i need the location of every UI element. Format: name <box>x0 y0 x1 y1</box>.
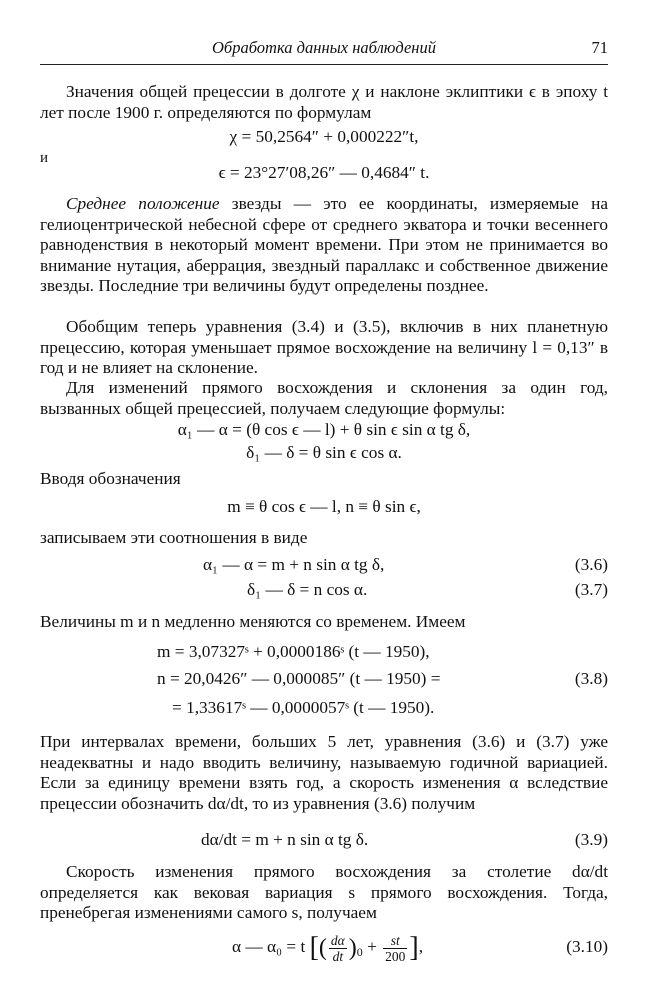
term-mean-position: Среднее положение <box>66 194 220 213</box>
equation-delta1: δ₁ — δ = θ sin ϵ cos α. <box>246 443 402 462</box>
equation-3-10: α — α₀ = t [( $\frac{d\alpha}{dt}$ )$_0$ + $\frac{st}{200}$ ], <box>232 932 424 964</box>
equation-epsilon: ϵ = 23°27′08,26″ — 0,4684″ t. <box>218 163 430 182</box>
paragraph-planetary-precession: Обобщим теперь уравнения (3.4) и (3.5), включив в них планетную прецессию, которая уменьшает прямое восхождение на величину l = 0,13″ в год и не влияет на склонение. <box>40 317 608 377</box>
equation-number-3-8: (3.8) <box>574 669 608 688</box>
running-header <box>40 38 608 65</box>
equation-3-7: δ₁ — δ = n cos α. <box>247 580 368 599</box>
equation-notation: m ≡ θ cos ϵ — l, n ≡ θ sin ϵ, <box>227 497 421 516</box>
equation-chi: χ = 50,2564″ + 0,000222″t, <box>229 127 419 146</box>
equation-3-8-n: n = 20,0426″ — 0,000085″ (t — 1950) = <box>157 669 441 688</box>
fraction-numerator: st <box>383 933 407 949</box>
text-introducing-notation: Вводя обозначения <box>40 469 181 488</box>
paragraph-m-n-slow: Величины m и n медленно меняются со временем. Имеем <box>40 612 466 631</box>
right-paren: ) <box>348 935 357 961</box>
left-paren: ( <box>318 935 327 961</box>
equation-alpha1: α₁ — α = (θ cos ϵ — l) + θ sin ϵ sin α tg δ, <box>177 420 471 439</box>
left-bracket: [ <box>309 932 319 963</box>
text-rewrite-form: записываем эти соотношения в виде <box>40 528 308 547</box>
paragraph-annual-change: Для изменений прямого восхождения и склонения за один год, вызванных общей прецессией, получаем следующие формулы: <box>40 378 608 418</box>
equation-3-10-lhs: α — α₀ = t <box>232 937 306 956</box>
fraction-denominator: dt <box>332 948 344 964</box>
equation-number-3-10: (3.10) <box>566 937 608 956</box>
equation-number-3-9: (3.9) <box>574 830 608 849</box>
conjunction-and: и <box>40 150 49 166</box>
page-number: 71 <box>591 38 608 57</box>
paragraph-mean-position <box>40 194 608 297</box>
mean-position-text: звезды — это ее координаты, измеряемые на гелиоцентрической небесной сфере от среднего экватора и точки весеннего равноденствия в некоторый момент времени. При этом не принимается во внимание нутация, аберрация, звездный параллакс и собственное движение звезды. Последние три величины будут определены позднее. <box>40 194 609 295</box>
equation-3-6: α₁ — α = m + n sin α tg δ, <box>203 555 385 574</box>
fraction-denominator: 200 <box>385 948 406 964</box>
equation-number-3-6: (3.6) <box>574 555 608 574</box>
plus-sign: + <box>367 937 377 956</box>
fraction-dalpha-dt <box>329 933 347 964</box>
header-title: Обработка данных наблюдений <box>212 38 436 57</box>
paragraph-precession-intro: Значения общей прецессии в долготе χ и наклоне эклиптики ϵ в эпоху t лет после 1900 г. определяются по формулам <box>40 82 608 122</box>
fraction-numerator: dα <box>330 932 345 948</box>
equation-number-3-7: (3.7) <box>574 580 608 599</box>
equation-3-9: dα/dt = m + n sin α tg δ. <box>201 830 369 849</box>
subscript-zero: 0 <box>356 945 363 959</box>
equation-3-8-m: m = 3,07327ˢ + 0,0000186ˢ (t — 1950), <box>157 642 430 661</box>
right-bracket: ] <box>409 932 419 963</box>
equation-3-8-n-seconds: = 1,33617ˢ — 0,0000057ˢ (t — 1950). <box>172 698 435 717</box>
paragraph-annual-variation: При интервалах времени, больших 5 лет, уравнения (3.6) и (3.7) уже неадекватны и надо вводить величину, называемую годичной вариацией. Если за единицу времени взять год, а скорость изменения α вследствие прецессии обозначить dα/dt, то из уравнения (3.6) получим <box>40 732 608 813</box>
fraction-st-200 <box>383 933 407 964</box>
paragraph-secular-variation: Скорость изменения прямого восхождения за столетие dα/dt определяется как вековая вариация s прямого восхождения. Тогда, пренебрегая изменениями самого s, получаем <box>40 862 608 922</box>
